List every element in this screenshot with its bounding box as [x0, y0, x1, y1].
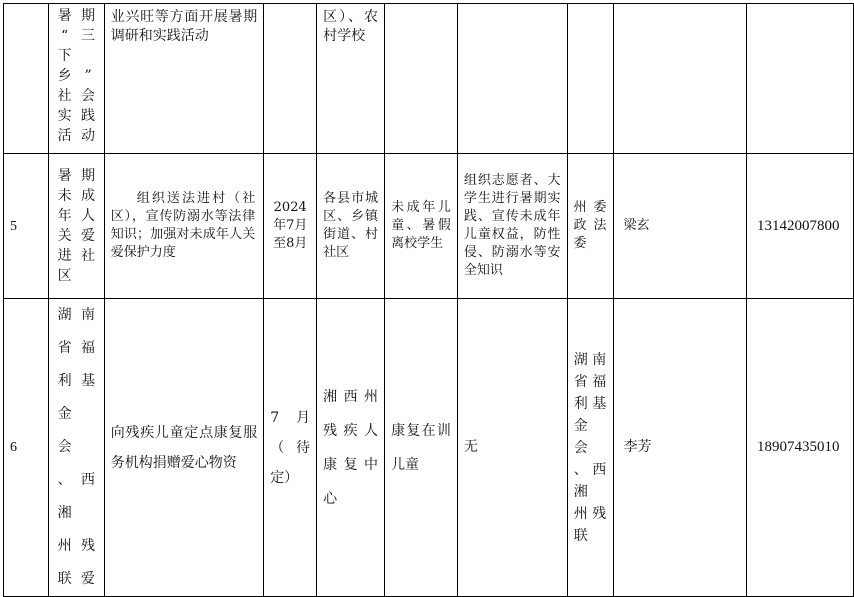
contact-cell [613, 299, 747, 597]
time-cell [264, 154, 317, 299]
activity-content [104, 299, 263, 597]
plan-text: 无 [463, 439, 478, 455]
row-number [4, 299, 49, 597]
location-cell [317, 299, 385, 597]
unit-cell [567, 4, 613, 154]
location-text: 湘西州残疾人康复中心 [323, 388, 379, 507]
table-row [4, 4, 854, 154]
project-name-cell: 暑 期 “ 三 下 乡 ” 社 会 实 践 活 动 [48, 4, 104, 154]
time-text: 2024年7月至8月 [273, 200, 308, 251]
activity-content-text: 业兴旺等方面开展暑期调研和实践活动 [110, 9, 258, 44]
plan-text: 组织志愿者、大学生进行暑期实践、宣传未成年儿童权益，防性侵、防溺水等安全知识 [463, 173, 561, 278]
activity-table [3, 3, 854, 597]
location-text: 区）、农村学校 [323, 9, 379, 44]
phone-cell [747, 154, 854, 299]
plan-cell [457, 4, 567, 154]
plan-cell [457, 154, 567, 299]
unit-text: 州委政法委 [573, 200, 607, 251]
target-cell [385, 299, 458, 597]
location-cell [317, 154, 385, 299]
contact-cell [613, 154, 747, 299]
table-row [4, 154, 854, 299]
target-text: 未成年儿童、暑假离校学生 [391, 200, 451, 251]
time-text: 7月（待定） [270, 409, 311, 486]
phone-text: 13142007800 [757, 217, 840, 234]
unit-cell [567, 154, 613, 299]
row-number-text: 6 [10, 440, 17, 455]
unit-cell: 湖 南 省 福 利 基 金 会 、 西 湘 州 残 联 [567, 299, 613, 597]
activity-content-text: 组织送法进村（社区），宣传防溺水等法律知识；加强对未成年人关爱保护力度 [110, 191, 256, 260]
plan-cell [457, 299, 567, 597]
activity-content [104, 154, 263, 299]
activity-content [104, 4, 263, 154]
activity-content-text: 向残疾儿童定点康复服务机构捐赠爱心物资 [110, 424, 258, 471]
time-cell [264, 4, 317, 154]
contact-cell [613, 4, 747, 154]
row-number-text: 5 [10, 218, 17, 234]
row-number [4, 154, 49, 299]
contact-text: 李芳 [623, 439, 652, 455]
time-cell [264, 299, 317, 597]
contact-text: 梁玄 [623, 218, 650, 233]
target-cell [385, 154, 458, 299]
phone-text: 18907435010 [757, 439, 840, 455]
project-name-cell: 湖 南 省 福 利 基 金 会 、 西 湘 州 残 联 爱 [48, 299, 104, 597]
target-cell [385, 4, 458, 154]
location-cell [317, 4, 385, 154]
location-text: 各县市城区、乡镇街道、村社区 [323, 191, 379, 260]
row-number [4, 4, 49, 154]
phone-cell [747, 4, 854, 154]
table-row [4, 299, 854, 597]
phone-cell [747, 299, 854, 597]
project-name-cell: 暑 期 未 成 年 人 关 爱 进 社 区 [48, 154, 104, 299]
target-text: 康复在训儿童 [391, 422, 451, 473]
